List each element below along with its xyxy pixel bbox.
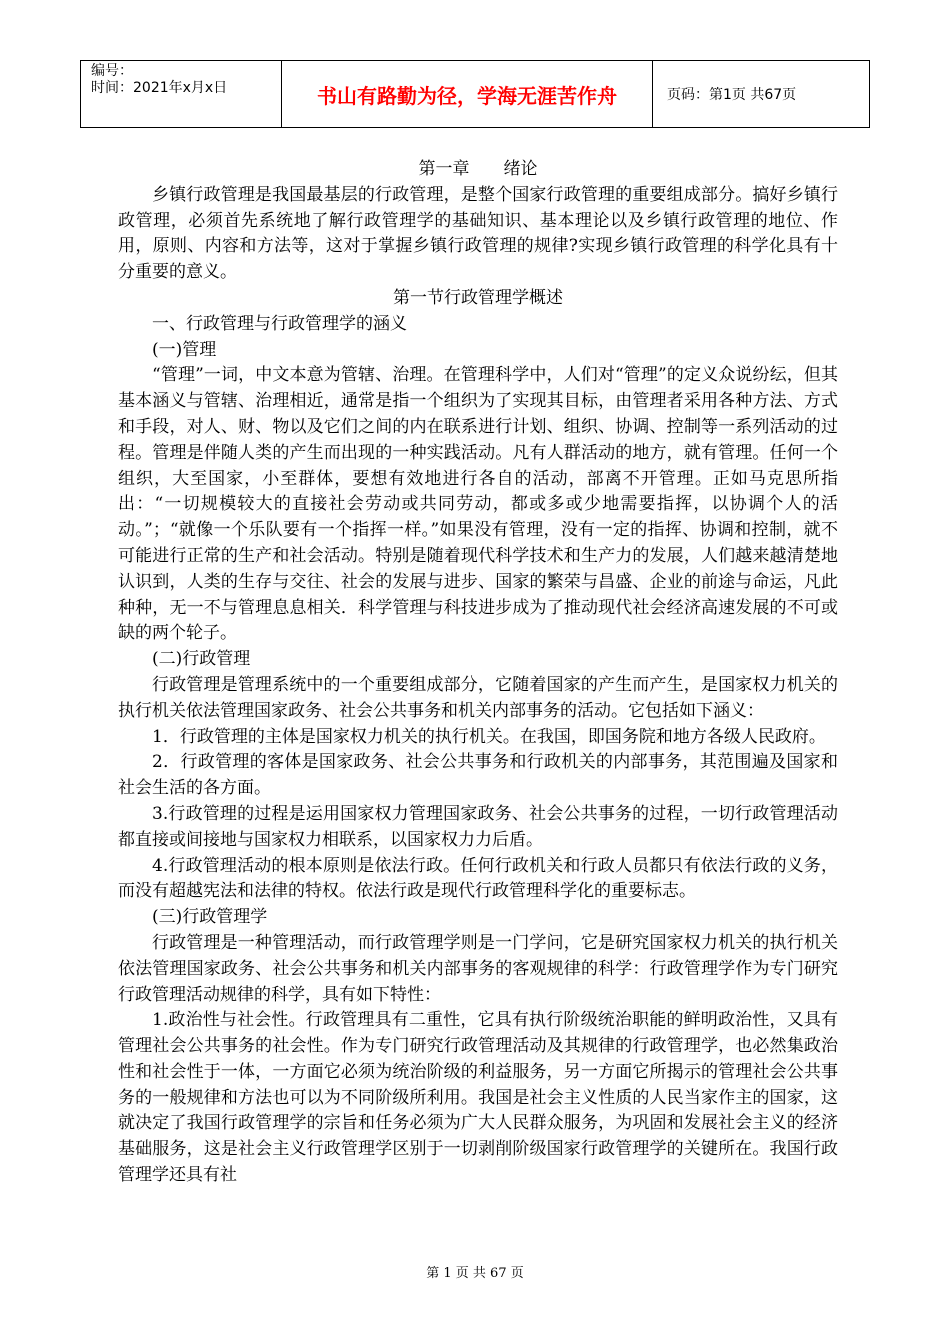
subheading-management: (一)管理 (152, 339, 217, 360)
header-page-cell (653, 61, 869, 127)
subheading-administration: (二)行政管理 (152, 649, 251, 670)
section-title: 第一节行政管理学概述 (393, 287, 563, 308)
chapter-title: 第一章 绪论 (418, 159, 538, 179)
header-page-info: 页码：第1页 共67页 (667, 87, 797, 103)
paragraph-admin-science: 行政管理是一种管理活动，而行政管理学则是一门学问，它是研究国家权力机关的执行机关依法管理国家政务、社会公共事务和机关内部事务的客观规律的科学：行政管理学作为专门研究行政管理活动规律的科学，具有如下特性： (118, 932, 838, 1005)
list-item: 1．行政管理的主体是国家权力机关的执行机关。在我国，即国务院和地方各级人民政府。 (152, 726, 826, 747)
paragraph-administration: 行政管理是管理系统中的一个重要组成部分，它随着国家的产生而产生，是国家权力机关的执行机关依法管理国家政务、社会公共事务和机关内部事务的活动。它包括如下涵义： (118, 674, 838, 721)
list-item: 2．行政管理的客体是国家政务、社会公共事务和行政机关的内部事务，其范围遍及国家和社会生活的各方面。 (118, 752, 838, 799)
list-item: 3.行政管理的过程是运用国家权力管理国家政务、社会公共事务的过程，一切行政管理活动都直接或间接地与国家权力相联系，以国家权力力后盾。 (118, 803, 838, 850)
document-body (118, 157, 838, 1189)
intro-paragraph: 乡镇行政管理是我国最基层的行政管理，是整个国家行政管理的重要组成部分。搞好乡镇行政管理，必须首先系统地了解行政管理学的基础知识、基本理论以及乡镇行政管理的地位、作用，原则、内容和方法等，这对于掌握乡镇行政管理的规律?实现乡镇行政管理的科学化具有十分重要的意义。 (118, 184, 838, 283)
header-motto: 书山有路勤为径，学海无涯苦作舟 (317, 83, 617, 108)
list-item: 4.行政管理活动的根本原则是依法行政。任何行政机关和行政人员都只有依法行政的义务，而没有超越宪法和法律的特权。依法行政是现代行政管理科学化的重要标志。 (118, 855, 838, 902)
document-number-label: 编号： (91, 63, 133, 79)
header-motto-cell (282, 61, 653, 127)
document-time-label: 时间：2021年x月x日 (91, 80, 228, 96)
header-meta-cell (81, 61, 282, 127)
page-footer: 第 1 页 共 67 页 (426, 1266, 524, 1281)
header-table (80, 60, 870, 128)
subheading-admin-science: (三)行政管理学 (152, 907, 268, 928)
paragraph-politics: 1.政治性与社会性。行政管理具有二重性，它具有执行阶级统治职能的鲜明政治性，又具有管理社会公共事务的社会性。作为专门研究行政管理活动及其规律的行政管理学，也必然集政治性和社会性于一体，一方面它必须为统治阶级的利益服务，另一方面它所揭示的管理社会公共事务的一般规律和方法也可以为不同阶级所利用。我国是社会主义性质的人民当家作主的国家，这就决定了我国行政管理学的宗旨和任务必须为广大人民群众服务，为巩固和发展社会主义的经济基础服务，这是社会主义行政管理学区别于一切剥削阶级国家行政管理学的关键所在。我国行政管理学还具有社 (118, 1010, 838, 1186)
heading-definitions: 一、行政管理与行政管理学的涵义 (152, 313, 407, 334)
paragraph-management: “管理”一词，中文本意为管辖、治理。在管理科学中，人们对“管理”的定义众说纷纭，但其基本涵义与管辖、治理相近，通常是指一个组织为了实现其目标，由管理者采用各种方法、方式和手段，对人、财、物以及它们之间的内在联系进行计划、组织、协调、控制等一系列活动的过程。管理是伴随人类的产生而出现的一种实践活动。凡有人群活动的地方，就有管理。任何一个组织，大至国家，小至群体，要想有效地进行各自的活动，部离不开管理。正如马克思所指出：“一切规模较大的直接社会劳动或共同劳动，都或多或少地需要指挥，以协调个人的活动。”；“就像一个乐队要有一个指挥一样。”如果没有管理，没有一定的指挥、协调和控制，就不可能进行正常的生产和社会活动。特别是随着现代科学技术和生产力的发展，人们越来越清楚地认识到，人类的生存与交往、社会的发展与进步、国家的繁荣与昌盛、企业的前途与命运，凡此种种，无一不与管理息息相关．科学管理与科技进步成为了推动现代社会经济高速发展的不可或缺的两个轮子。 (118, 365, 838, 644)
